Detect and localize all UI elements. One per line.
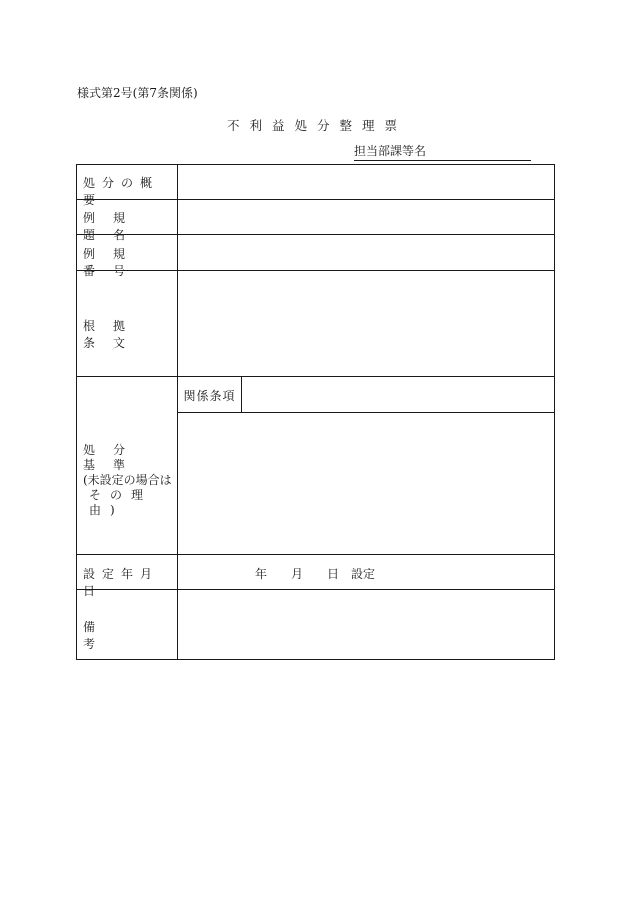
regulation-title-label-text: 例規題名	[83, 211, 144, 242]
basis-article-field[interactable]	[178, 271, 554, 376]
related-articles-label-text: 関係条項	[183, 389, 236, 403]
related-articles-field[interactable]	[242, 377, 554, 412]
criteria-label	[83, 443, 173, 518]
set-date-value: 年 月 日 設定	[255, 567, 376, 581]
regulation-number-label	[83, 245, 171, 279]
basis-article-label	[83, 317, 171, 351]
criteria-label-line-3-text: その理由)	[89, 488, 153, 517]
criteria-label-line-2: (未設定の場合は	[83, 473, 172, 487]
set-date-label-text: 設定年月日	[83, 567, 160, 598]
overview-label-text: 処分の概要	[83, 176, 160, 207]
overview-field[interactable]	[178, 165, 554, 199]
criteria-label-line-1-text: 処分基準	[83, 443, 144, 472]
related-articles-label	[178, 387, 241, 404]
basis-article-label-text: 根拠条文	[83, 319, 144, 350]
row-divider	[77, 554, 555, 555]
criteria-field[interactable]	[178, 413, 554, 554]
regulation-number-label-text: 例規番号	[83, 247, 144, 278]
overview-label	[83, 174, 171, 208]
remarks-label-text: 備考	[83, 620, 172, 651]
form-number: 様式第2号(第7条関係)	[77, 86, 198, 100]
regulation-number-field[interactable]	[178, 235, 554, 270]
criteria-label-line-1	[83, 443, 171, 473]
criteria-label-line-3	[89, 488, 169, 518]
remarks-field[interactable]	[178, 590, 554, 659]
department-field[interactable]	[354, 142, 531, 161]
regulation-title-field[interactable]	[178, 200, 554, 234]
set-date-label	[83, 565, 171, 599]
document-title: 不利益処分整理票	[226, 118, 407, 133]
department-label: 担当部課等名	[354, 144, 427, 158]
remarks-label	[83, 618, 171, 652]
regulation-title-label	[83, 209, 171, 243]
